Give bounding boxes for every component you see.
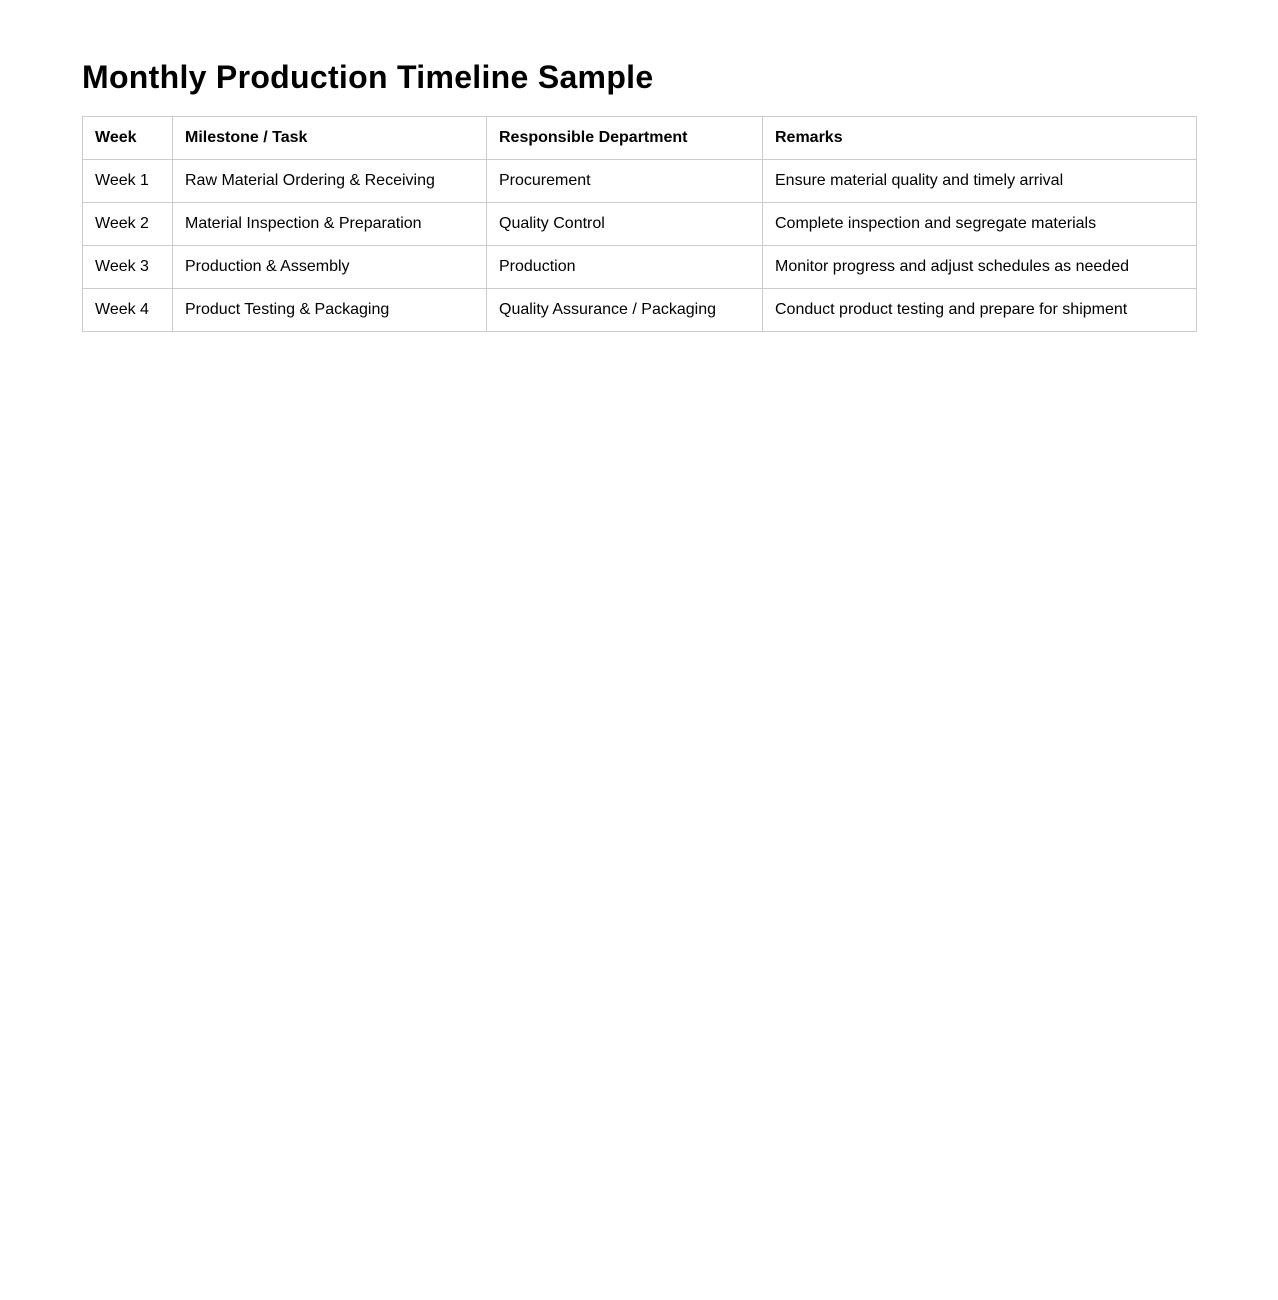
cell-week: Week 3 (83, 246, 173, 289)
cell-milestone-task: Material Inspection & Preparation (173, 203, 487, 246)
header-remarks: Remarks (763, 117, 1197, 160)
cell-milestone-task: Product Testing & Packaging (173, 289, 487, 332)
cell-remarks: Ensure material quality and timely arrival (763, 160, 1197, 203)
production-timeline-table (82, 116, 1197, 332)
cell-week: Week 1 (83, 160, 173, 203)
document-page (0, 0, 1278, 332)
cell-week: Week 2 (83, 203, 173, 246)
table-row (83, 289, 1197, 332)
cell-remarks: Complete inspection and segregate materials (763, 203, 1197, 246)
cell-responsible-department: Procurement (487, 160, 763, 203)
table-row (83, 203, 1197, 246)
cell-remarks: Monitor progress and adjust schedules as needed (763, 246, 1197, 289)
cell-responsible-department: Quality Assurance / Packaging (487, 289, 763, 332)
cell-responsible-department: Quality Control (487, 203, 763, 246)
cell-week: Week 4 (83, 289, 173, 332)
table-header-row (83, 117, 1197, 160)
table-row (83, 160, 1197, 203)
header-milestone-task: Milestone / Task (173, 117, 487, 160)
cell-remarks: Conduct product testing and prepare for shipment (763, 289, 1197, 332)
table-row (83, 246, 1197, 289)
cell-responsible-department: Production (487, 246, 763, 289)
page-title: Monthly Production Timeline Sample (82, 59, 654, 95)
cell-milestone-task: Production & Assembly (173, 246, 487, 289)
cell-milestone-task: Raw Material Ordering & Receiving (173, 160, 487, 203)
header-responsible-department: Responsible Department (487, 117, 763, 160)
header-week: Week (83, 117, 173, 160)
